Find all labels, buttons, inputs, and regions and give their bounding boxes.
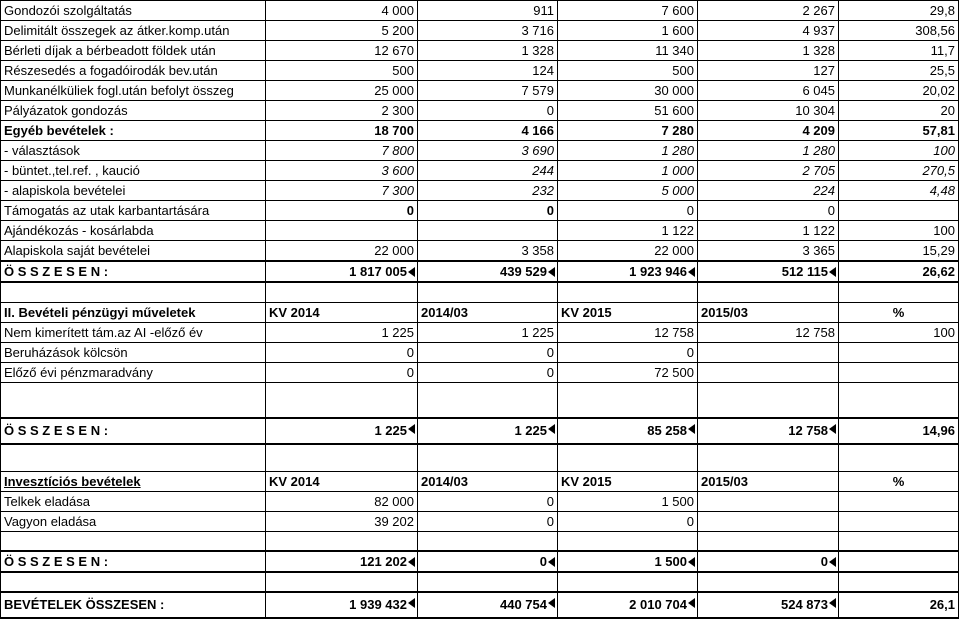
value-cell: 4 209 [698, 121, 839, 141]
empty-cell [839, 532, 959, 552]
row-label: - választások [1, 141, 266, 161]
value-cell: 2 267 [698, 1, 839, 21]
empty-cell [698, 383, 839, 419]
value-cell: 500 [558, 61, 698, 81]
table-row [1, 512, 959, 532]
row-label: Telkek eladása [1, 492, 266, 512]
value-cell: 2 300 [266, 101, 418, 121]
total-row [1, 418, 959, 444]
row-label: Vagyon eladása [1, 512, 266, 532]
value-cell: 25 000 [266, 81, 418, 101]
value-cell: KV 2015 [558, 303, 698, 323]
value-cell: 2014/03 [418, 303, 558, 323]
value-cell: 0 [558, 512, 698, 532]
value-cell: 0 [558, 201, 698, 221]
value-cell: 82 000 [266, 492, 418, 512]
value-cell: 121 202 [266, 551, 418, 572]
value-cell: 0 [698, 551, 839, 572]
empty-cell [698, 572, 839, 592]
empty-cell [418, 444, 558, 472]
value-cell: 524 873 [698, 592, 839, 618]
value-cell: 18 700 [266, 121, 418, 141]
value-cell: 1 328 [698, 41, 839, 61]
spacer-row [1, 532, 959, 552]
spacer-row [1, 282, 959, 303]
value-cell: 15,29 [839, 241, 959, 262]
table-row [1, 221, 959, 241]
empty-cell [698, 282, 839, 303]
empty-cell [1, 572, 266, 592]
empty-cell [558, 383, 698, 419]
row-label: Támogatás az utak karbantartására [1, 201, 266, 221]
value-cell [698, 343, 839, 363]
spacer-row [1, 444, 959, 472]
value-cell: 22 000 [558, 241, 698, 262]
empty-cell [558, 282, 698, 303]
value-cell: 7 600 [558, 1, 698, 21]
value-cell: 3 716 [418, 21, 558, 41]
empty-cell [418, 383, 558, 419]
value-cell: 14,96 [839, 418, 959, 444]
row-label: - alapiskola bevételei [1, 181, 266, 201]
empty-cell [418, 282, 558, 303]
value-cell: 500 [266, 61, 418, 81]
table-row [1, 1, 959, 21]
table-row [1, 61, 959, 81]
value-cell: 1 000 [558, 161, 698, 181]
value-cell: 7 280 [558, 121, 698, 141]
value-cell: 3 365 [698, 241, 839, 262]
value-cell: 51 600 [558, 101, 698, 121]
empty-cell [1, 282, 266, 303]
empty-cell [1, 383, 266, 419]
value-cell: 25,5 [839, 61, 959, 81]
empty-cell [839, 572, 959, 592]
value-cell: 4 000 [266, 1, 418, 21]
value-cell: 1 328 [418, 41, 558, 61]
value-cell: 0 [418, 492, 558, 512]
empty-cell [698, 532, 839, 552]
empty-cell [418, 572, 558, 592]
empty-cell [698, 444, 839, 472]
spacer-row [1, 572, 959, 592]
row-label-text: Invesztíciós bevételek [4, 473, 141, 489]
value-cell: 1 225 [418, 418, 558, 444]
empty-cell [1, 532, 266, 552]
value-cell: 5 000 [558, 181, 698, 201]
value-cell [418, 221, 558, 241]
value-cell: 20 [839, 101, 959, 121]
value-cell: 3 690 [418, 141, 558, 161]
value-cell: 224 [698, 181, 839, 201]
row-label: Delimitált összegek az átker.komp.után [1, 21, 266, 41]
value-cell [839, 201, 959, 221]
total-row [1, 551, 959, 572]
value-cell: 1 122 [558, 221, 698, 241]
empty-cell [558, 444, 698, 472]
table-row [1, 241, 959, 262]
value-cell: 30 000 [558, 81, 698, 101]
value-cell [698, 363, 839, 383]
value-cell: 4 937 [698, 21, 839, 41]
value-cell: 911 [418, 1, 558, 21]
value-cell: 12 670 [266, 41, 418, 61]
value-cell: 1 122 [698, 221, 839, 241]
value-cell: 0 [418, 363, 558, 383]
value-cell: 85 258 [558, 418, 698, 444]
table-row [1, 141, 959, 161]
row-label: Munkanélküliek fogl.után befolyt összeg [1, 81, 266, 101]
value-cell: 1 923 946 [558, 261, 698, 282]
value-cell: KV 2015 [558, 472, 698, 492]
row-label: Ajándékozás - kosárlabda [1, 221, 266, 241]
row-label: Gondozói szolgáltatás [1, 1, 266, 21]
value-cell: 1 500 [558, 551, 698, 572]
total-row [1, 261, 959, 282]
value-cell: 0 [266, 343, 418, 363]
table-row [1, 343, 959, 363]
row-label: II. Bevételi pénzügyi műveletek [1, 303, 266, 323]
row-label: Előző évi pénzmaradvány [1, 363, 266, 383]
value-cell: 2 705 [698, 161, 839, 181]
value-cell: 270,5 [839, 161, 959, 181]
value-cell [839, 551, 959, 572]
value-cell: 439 529 [418, 261, 558, 282]
value-cell: 0 [418, 201, 558, 221]
row-label: Bérleti díjak a bérbeadott földek után [1, 41, 266, 61]
value-cell: 1 939 432 [266, 592, 418, 618]
empty-cell [266, 572, 418, 592]
value-cell: 26,1 [839, 592, 959, 618]
row-label: Egyéb bevételek : [1, 121, 266, 141]
value-cell: 2014/03 [418, 472, 558, 492]
row-label: Részesedés a fogadóirodák bev.után [1, 61, 266, 81]
value-cell: 100 [839, 141, 959, 161]
empty-cell [418, 532, 558, 552]
row-label: Ö S S Z E S E N : [1, 418, 266, 444]
value-cell: 7 800 [266, 141, 418, 161]
row-label: Alapiskola saját bevételei [1, 241, 266, 262]
value-cell: 1 280 [558, 141, 698, 161]
value-cell: 1 500 [558, 492, 698, 512]
table-row [1, 81, 959, 101]
empty-cell [266, 532, 418, 552]
value-cell [698, 512, 839, 532]
value-cell: 0 [418, 101, 558, 121]
value-cell: 244 [418, 161, 558, 181]
row-label: Ö S S Z E S E N : [1, 261, 266, 282]
row-label: Pályázatok gondozás [1, 101, 266, 121]
value-cell: 29,8 [839, 1, 959, 21]
table-row [1, 323, 959, 343]
value-cell: KV 2014 [266, 472, 418, 492]
value-cell: 0 [266, 363, 418, 383]
value-cell: 124 [418, 61, 558, 81]
table-row [1, 201, 959, 221]
value-cell: 3 358 [418, 241, 558, 262]
value-cell: 10 304 [698, 101, 839, 121]
value-cell: 11,7 [839, 41, 959, 61]
value-cell: 4,48 [839, 181, 959, 201]
value-cell [839, 512, 959, 532]
value-cell [839, 343, 959, 363]
value-cell: KV 2014 [266, 303, 418, 323]
section-header-row [1, 303, 959, 323]
value-cell: 127 [698, 61, 839, 81]
empty-cell [266, 444, 418, 472]
value-cell [266, 221, 418, 241]
row-label: BEVÉTELEK ÖSSZESEN : [1, 592, 266, 618]
table-row [1, 363, 959, 383]
value-cell: 100 [839, 221, 959, 241]
empty-cell [839, 444, 959, 472]
spacer-row [1, 383, 959, 419]
table-row [1, 41, 959, 61]
value-cell: 0 [418, 343, 558, 363]
revenue-table-body [1, 1, 959, 619]
value-cell: % [839, 472, 959, 492]
empty-cell [1, 444, 266, 472]
section-header-row [1, 472, 959, 492]
value-cell: 12 758 [698, 418, 839, 444]
value-cell: 22 000 [266, 241, 418, 262]
value-cell [839, 363, 959, 383]
value-cell: 11 340 [558, 41, 698, 61]
table-row [1, 21, 959, 41]
empty-cell [558, 532, 698, 552]
value-cell: 0 [698, 201, 839, 221]
value-cell: 1 600 [558, 21, 698, 41]
value-cell: 12 758 [698, 323, 839, 343]
value-cell: 72 500 [558, 363, 698, 383]
value-cell: 4 166 [418, 121, 558, 141]
value-cell: 100 [839, 323, 959, 343]
value-cell: 512 115 [698, 261, 839, 282]
value-cell: 26,62 [839, 261, 959, 282]
value-cell: % [839, 303, 959, 323]
value-cell: 6 045 [698, 81, 839, 101]
value-cell: 0 [418, 551, 558, 572]
value-cell: 7 300 [266, 181, 418, 201]
table-row [1, 121, 959, 141]
value-cell: 0 [558, 343, 698, 363]
empty-cell [839, 383, 959, 419]
value-cell: 1 225 [266, 418, 418, 444]
value-cell: 12 758 [558, 323, 698, 343]
table-row [1, 181, 959, 201]
empty-cell [558, 572, 698, 592]
value-cell: 0 [418, 512, 558, 532]
empty-cell [266, 282, 418, 303]
value-cell: 57,81 [839, 121, 959, 141]
value-cell: 5 200 [266, 21, 418, 41]
value-cell [839, 492, 959, 512]
value-cell: 1 225 [266, 323, 418, 343]
value-cell: 232 [418, 181, 558, 201]
grand-total-row [1, 592, 959, 618]
value-cell: 308,56 [839, 21, 959, 41]
table-row [1, 492, 959, 512]
row-label: - büntet.,tel.ref. , kaució [1, 161, 266, 181]
value-cell: 7 579 [418, 81, 558, 101]
empty-cell [839, 282, 959, 303]
value-cell: 440 754 [418, 592, 558, 618]
table-row [1, 101, 959, 121]
empty-cell [266, 383, 418, 419]
value-cell [698, 492, 839, 512]
row-label: Nem kimerített tám.az AI -előző év [1, 323, 266, 343]
row-label: Beruházások kölcsön [1, 343, 266, 363]
value-cell: 0 [266, 201, 418, 221]
value-cell: 3 600 [266, 161, 418, 181]
value-cell: 2015/03 [698, 472, 839, 492]
value-cell: 20,02 [839, 81, 959, 101]
value-cell: 2015/03 [698, 303, 839, 323]
row-label: Ö S S Z E S E N : [1, 551, 266, 572]
value-cell: 1 817 005 [266, 261, 418, 282]
value-cell: 39 202 [266, 512, 418, 532]
row-label [1, 472, 266, 492]
value-cell: 1 280 [698, 141, 839, 161]
table-row [1, 161, 959, 181]
value-cell: 2 010 704 [558, 592, 698, 618]
value-cell: 1 225 [418, 323, 558, 343]
